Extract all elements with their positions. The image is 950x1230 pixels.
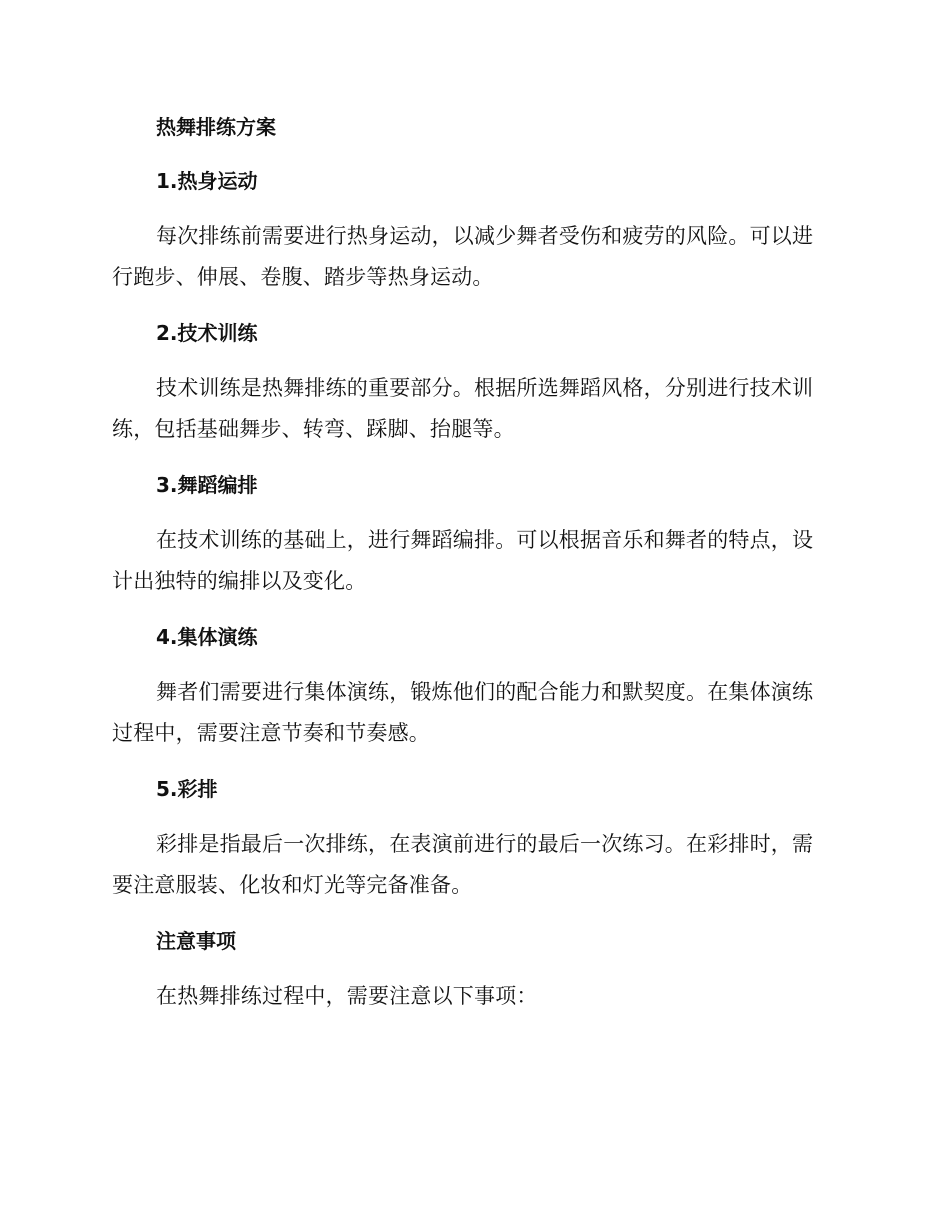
document-title: 热舞排练方案 xyxy=(156,115,276,139)
section-text-rehearsal: 彩排是指最后一次排练，在表演前进行的最后一次练习。在彩排时，需要注意服装、化妆和灯光等完备准备。 xyxy=(112,832,814,897)
section-text-choreography: 在技术训练的基础上，进行舞蹈编排。可以根据音乐和舞者的特点，设计出独特的编排以及变化。 xyxy=(112,528,814,593)
section-text-group-practice: 舞者们需要进行集体演练，锻炼他们的配合能力和默契度。在集体演练过程中，需要注意节奏和节奏感。 xyxy=(112,680,814,745)
section-heading-group-practice: 4.集体演练 xyxy=(156,625,258,649)
section-text-notes: 在热舞排练过程中，需要注意以下事项： xyxy=(156,984,538,1008)
document-body xyxy=(112,108,832,1017)
section-text-technique: 技术训练是热舞排练的重要部分。根据所选舞蹈风格，分别进行技术训练，包括基础舞步、转弯、踩脚、抬腿等。 xyxy=(112,376,814,441)
section-heading-choreography: 3.舞蹈编排 xyxy=(156,473,258,497)
section-heading-technique: 2.技术训练 xyxy=(156,321,258,345)
section-heading-rehearsal: 5.彩排 xyxy=(156,777,218,801)
section-text-warmup: 每次排练前需要进行热身运动，以减少舞者受伤和疲劳的风险。可以进行跑步、伸展、卷腹、踏步等热身运动。 xyxy=(112,224,814,289)
section-heading-notes: 注意事项 xyxy=(156,929,236,953)
section-heading-warmup: 1.热身运动 xyxy=(156,169,258,193)
